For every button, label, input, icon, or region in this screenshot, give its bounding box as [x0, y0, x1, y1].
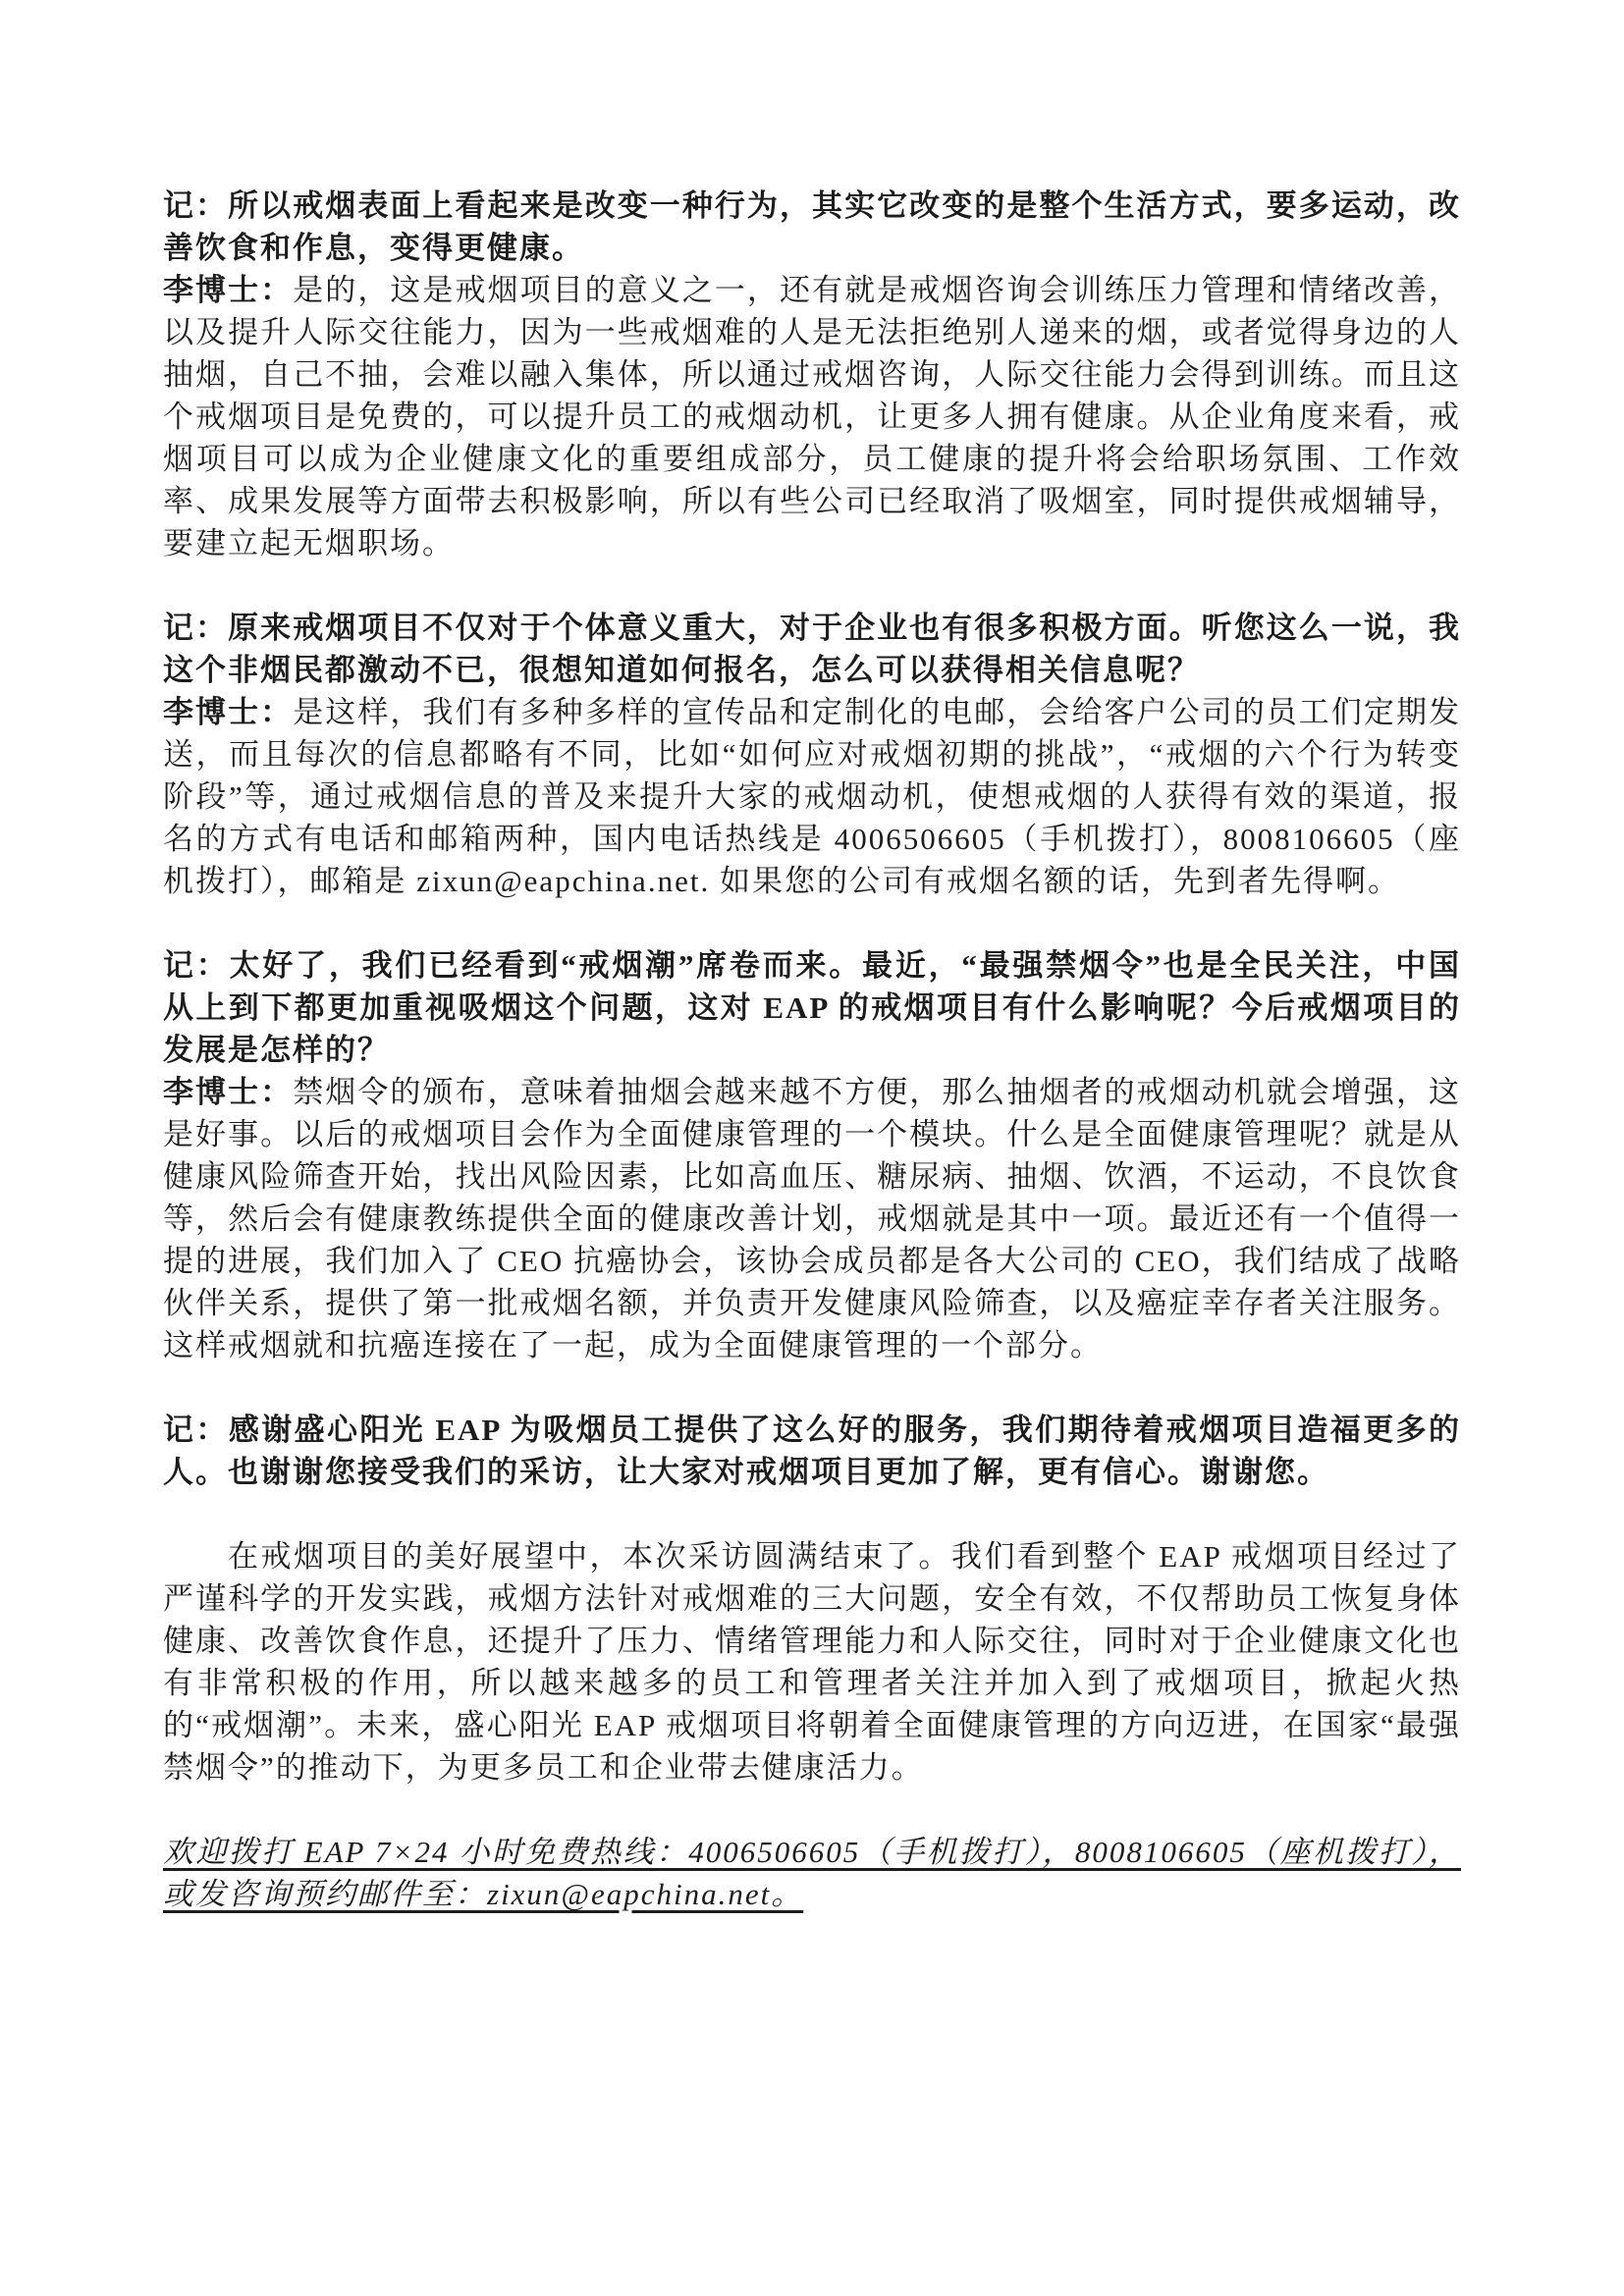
- answer-text: 禁烟令的颁布，意味着抽烟会越来越不方便，那么抽烟者的戒烟动机就会增强，这是好事。以后的戒烟项目会作为全面健康管理的一个模块。什么是全面健康管理呢？就是从健康风险筛查开始，找出风险因素，比如高血压、糖尿病、抽烟、饮酒，不运动，不良饮食等，然后会有健康教练提供全面的健康改善计划，戒烟就是其中一项。最近还有一个值得一提的进展，我们加入了 CEO 抗癌协会，该协会成员都是各大公司的 CEO，我们结成了战略伙伴关系，提供了第一批戒烟名额，并负责开发健康风险筛查，以及癌症幸存者关注服务。这样戒烟就和抗癌连接在了一起，成为全面健康管理的一个部分。: [163, 1075, 1462, 1362]
- reporter-label: 记：: [163, 188, 229, 223]
- hotline-note: 欢迎拨打 EAP 7×24 小时免费热线：4006506605（手机拨打），8008106605（座机拨打），或发咨询预约邮件至：zixun@eapchina.net。: [163, 1835, 1461, 1911]
- thanks-text: 感谢盛心阳光 EAP 为吸烟员工提供了这么好的服务，我们期待着戒烟项目造福更多的人。也谢谢您接受我们的采访，让大家对戒烟项目更加了解，更有信心。谢谢您。: [163, 1413, 1462, 1489]
- paragraph-spacer: [163, 1493, 1461, 1535]
- reporter-thanks: [163, 1409, 1461, 1493]
- reporter-question-3: [163, 944, 1461, 1071]
- paragraph-spacer: [163, 902, 1461, 944]
- question-text: 所以戒烟表面上看起来是改变一种行为，其实它改变的是整个生活方式，要多运动，改善饮食和作息，变得更健康。: [163, 188, 1462, 265]
- paragraph-spacer: [163, 1789, 1461, 1831]
- paragraph-spacer: [163, 1366, 1461, 1409]
- reporter-label: 记：: [163, 948, 230, 983]
- question-text: 太好了，我们已经看到“戒烟潮”席卷而来。最近，“最强禁烟令”也是全民关注，中国从上到下都更加重视吸烟这个问题，这对 EAP 的戒烟项目有什么影响呢？今后戒烟项目的发展是怎样的？: [163, 948, 1462, 1067]
- closing-paragraph: 在戒烟项目的美好展望中，本次采访圆满结束了。我们看到整个 EAP 戒烟项目经过了严谨科学的开发实践，戒烟方法针对戒烟难的三大问题，安全有效，不仅帮助员工恢复身体健康、改善饮食作息，还提升了压力、情绪管理能力和人际交往，同时对于企业健康文化也有非常积极的作用，所以越来越多的员工和管理者关注并加入到了戒烟项目，掀起火热的“戒烟潮”。未来，盛心阳光 EAP 戒烟项目将朝着全面健康管理的方向迈进，在国家“最强禁烟令”的推动下，为更多员工和企业带去健康活力。: [163, 1539, 1461, 1785]
- answer-text: 是这样，我们有多种多样的宣传品和定制化的电邮，会给客户公司的员工们定期发送，而且每次的信息都略有不同，比如“如何应对戒烟初期的挑战”，“戒烟的六个行为转变阶段”等，通过戒烟信息的普及来提升大家的戒烟动机，使想戒烟的人获得有效的渠道，报名的方式有电话和邮箱两种，国内电话热线是 4006506605（手机拨打），8008106605（座机拨打），邮箱是 zixun@eapchina.net. 如果您的公司有戒烟名额的话，先到者先得啊。: [163, 695, 1462, 898]
- reporter-label: 记：: [163, 1413, 229, 1447]
- reporter-question-2: [163, 607, 1461, 691]
- reporter-label: 记：: [163, 611, 229, 645]
- answer-text: 是的，这是戒烟项目的意义之一，还有就是戒烟咨询会训练压力管理和情绪改善，以及提升人际交往能力，因为一些戒烟难的人是无法拒绝别人递来的烟，或者觉得身边的人抽烟，自己不抽，会难以融入集体，所以通过戒烟咨询，人际交往能力会得到训练。而且这个戒烟项目是免费的，可以提升员工的戒烟动机，让更多人拥有健康。从企业角度来看，戒烟项目可以成为企业健康文化的重要组成部分，员工健康的提升将会给职场氛围、工作效率、成果发展等方面带去积极影响，所以有些公司已经取消了吸烟室，同时提供戒烟辅导，要建立起无烟职场。: [163, 273, 1462, 561]
- reporter-question-1: [163, 185, 1461, 269]
- doctor-answer-1: [163, 269, 1461, 564]
- paragraph-spacer: [163, 564, 1461, 607]
- doctor-label: 李博士：: [163, 273, 294, 307]
- doctor-label: 李博士：: [163, 1075, 294, 1109]
- doctor-label: 李博士：: [163, 695, 294, 729]
- question-text: 原来戒烟项目不仅对于个体意义重大，对于企业也有很多积极方面。听您这么一说，我这个非烟民都激动不已，很想知道如何报名，怎么可以获得相关信息呢？: [163, 611, 1462, 687]
- doctor-answer-3: [163, 1071, 1461, 1366]
- doctor-answer-2: [163, 691, 1461, 902]
